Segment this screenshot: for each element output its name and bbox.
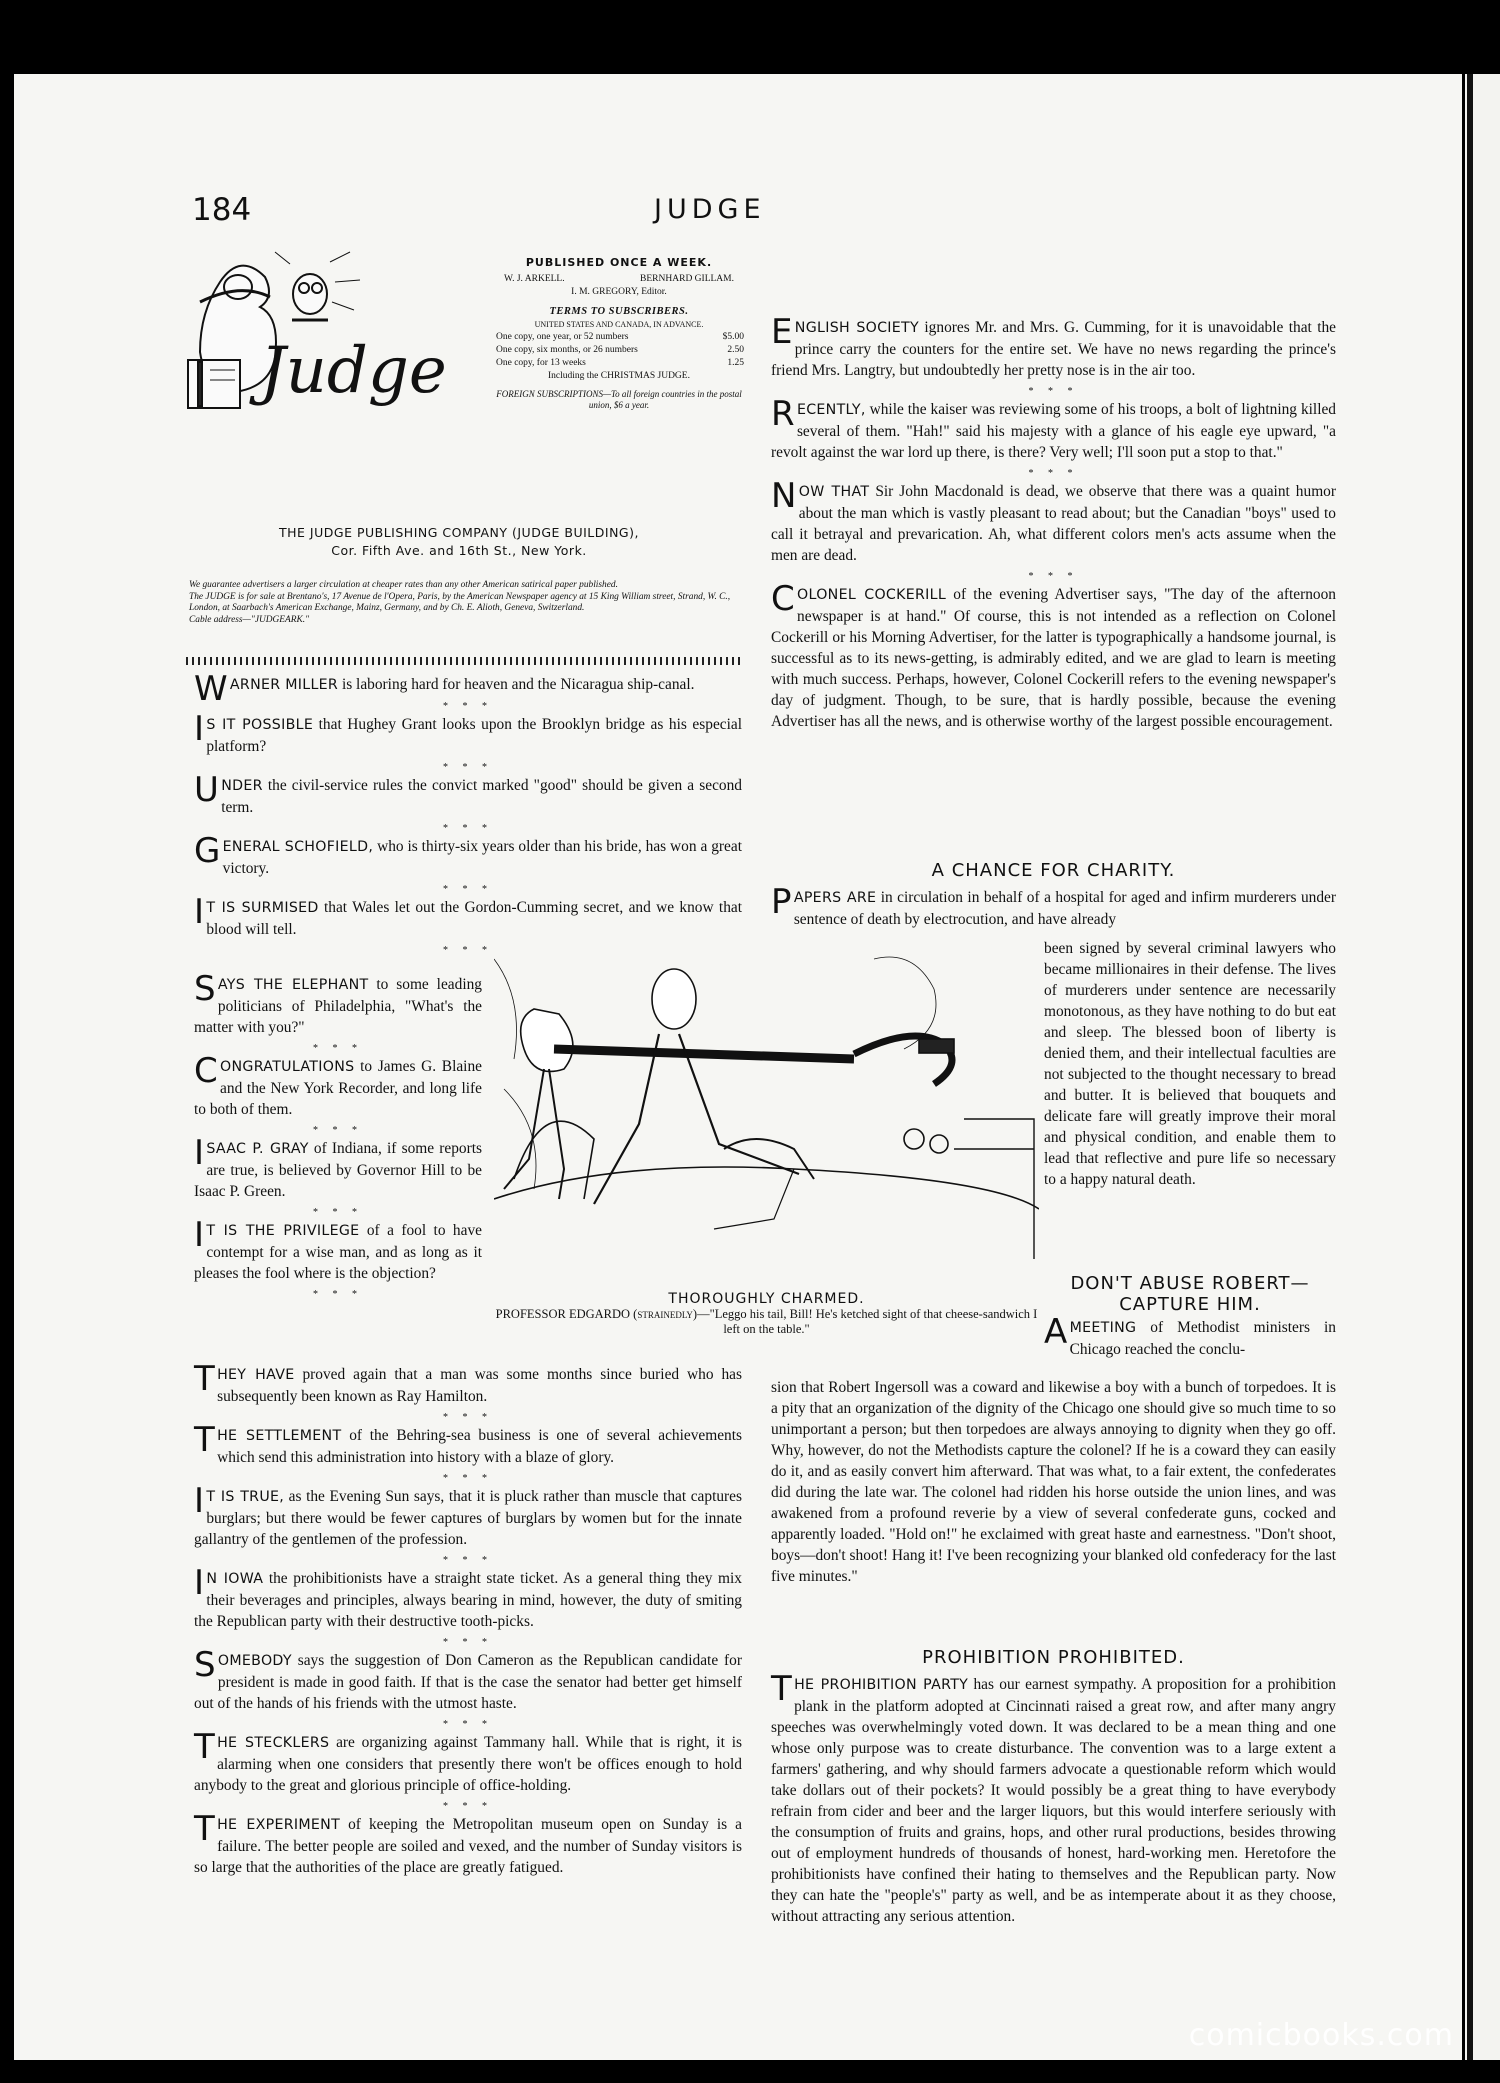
section-stars: * * * xyxy=(443,762,493,773)
charity-continuation: been signed by several criminal lawyers who became millionaires in their defense. The lives of murderers under sentence are necessarily monotonous, as they have nothing to do but eat and sleep. The blessed boon of liberty is denied them, and their intellectual faculties are not subjected to the thought necessary to bread and butter. It is believed that bouquets and delicate fare will greatly improve their moral and physical condition, and enable them to lead that reflective and pure life so necessary to a happy natural death. xyxy=(1044,940,1336,1188)
news-item: NOW THAT Sir John Macdonald is dead, we observe that there was a quaint humor about the man which is vastly pleasant to read about; but the Canadian "boys" used to call it betrayal and prevarication. Ah, what different colors men's acts assume when the men are dead. xyxy=(771,476,1336,564)
section-stars: * * * xyxy=(1028,571,1079,582)
section-stars: * * * xyxy=(313,1289,363,1300)
robert-title: DON'T ABUSE ROBERT— CAPTURE HIM. xyxy=(1070,1273,1310,1315)
staff-left: W. J. ARKELL. xyxy=(504,274,565,284)
rate-row: One copy, six months, or 26 numbers 2.50 xyxy=(496,345,744,355)
news-item: THE SETTLEMENT of the Behring-sea business is one of several achievements which send this administration into history with a blaze of glory. xyxy=(194,1420,742,1466)
section-charity xyxy=(771,852,1336,934)
left-column-narrow xyxy=(194,969,482,1302)
publisher-name: THE JUDGE PUBLISHING COMPANY (JUDGE BUILDING), xyxy=(279,525,639,540)
fine-print xyxy=(189,580,734,626)
news-item: THE EXPERIMENT of keeping the Metropolitan museum open on Sunday is a failure. The better people are soiled and vexed, and the number of Sunday visitors is so large that the authorities of the place are greatly fatigued. xyxy=(194,1809,742,1876)
robert-paragraph-start: AMEETING of Methodist ministers in Chicago reached the conclu- xyxy=(1044,1312,1336,1358)
robert-continuation: sion that Robert Ingersoll was a coward and likewise a boy with a bunch of torpedoes. It is a pity that an organization of the dignity of the Chicago one should give so much time to so unimportant a person; but then torpedoes are always annoying to dignity when they go off. Why, however, do not the Methodists capture the colonel? If he is a coward they can easily do it, and as easily convert him afterward. That was what, to a fair extent, the confederates did during the late war. The colonel had ridden his horse outside the union lines, and was awakened from a profound reverie by a view of several confederate guns, cocked and apparently loaded. "Hold on!" he exclaimed with great haste and earnestness. "Don't shoot, boys—don't shoot! Hang it! I've been recognizing your blanked old confederacy for the last five minutes." xyxy=(771,1379,1336,1585)
left-column-top xyxy=(194,669,743,958)
left-column-bottom xyxy=(194,1359,742,1882)
section-stars: * * * xyxy=(443,1801,493,1812)
terms-sub: UNITED STATES AND CANADA, IN ADVANCE. xyxy=(534,320,704,329)
staff-right: BERNHARD GILLAM. xyxy=(640,274,734,284)
news-item: SOMEBODY says the suggestion of Don Cameron as the Republican candidate for president is made in good faith. If that is the case the senator had better get himself out of the hands of his friends with the utmost haste. xyxy=(194,1645,742,1712)
advertiser-guarantee: We guarantee advertisers a larger circulation at cheaper rates than any other American satirical paper published. xyxy=(189,580,618,590)
terms-heading: TERMS TO SUBSCRIBERS. xyxy=(549,306,689,317)
news-item: IT IS THE PRIVILEGE of a fool to have contempt for a wise man, and as long as it pleases the fool where is the objection? xyxy=(194,1215,482,1282)
page-number: 184 xyxy=(192,192,252,228)
news-item: IT IS SURMISED that Wales let out the Gordon-Cumming secret, and we know that blood will tell. xyxy=(194,892,743,938)
cartoon-title: THOROUGHLY CHARMED. xyxy=(668,1291,865,1307)
section-stars: * * * xyxy=(443,884,493,895)
news-item: SAYS THE ELEPHANT to some leading politicians of Philadelphia, "What's the matter with you?" xyxy=(194,969,482,1036)
publication-info xyxy=(494,256,744,411)
including-note: Including the CHRISTMAS JUDGE. xyxy=(548,371,690,381)
section-stars: * * * xyxy=(443,1473,493,1484)
news-item: IN IOWA the prohibitionists have a straight state ticket. As a general thing they mix their beverages and principles, always bearing in mind, however, the duty of smiting the Republican party with their destructive tooth-picks. xyxy=(194,1563,742,1630)
rates-list xyxy=(494,331,744,370)
section-stars: * * * xyxy=(443,1412,493,1423)
foreign-subscriptions: FOREIGN SUBSCRIPTIONS—To all foreign countries in the postal union, $6 a year. xyxy=(496,389,742,410)
news-item: ENGLISH SOCIETY ignores Mr. and Mrs. G. Cumming, for it is unavoidable that the prince carry the counters for the entire set. We have no news regarding the prince's friend Mrs. Langtry, but undoubtedly her pretty nose is in the air too. xyxy=(771,312,1337,379)
publication-frequency: PUBLISHED ONCE A WEEK. xyxy=(525,256,713,269)
prohibition-title: PROHIBITION PROHIBITED. xyxy=(922,1647,1185,1668)
section-stars: * * * xyxy=(443,945,493,956)
news-item: GENERAL SCHOFIELD, who is thirty-six years older than his bride, has won a great victory. xyxy=(194,831,742,877)
publisher-block xyxy=(179,524,739,560)
section-prohibition xyxy=(771,1639,1336,1931)
news-item: THEY HAVE proved again that a man was some months since buried who has subsequently been known as Ray Hamilton. xyxy=(194,1359,742,1405)
judge-logo xyxy=(180,242,480,432)
section-stars: * * * xyxy=(443,1555,493,1566)
watermark: comicbooks.com xyxy=(1188,2018,1454,2053)
svg-text:Judge: Judge xyxy=(260,334,447,408)
section-stars: * * * xyxy=(313,1043,363,1054)
news-item: WARNER MILLER is laboring hard for heaven and the Nicaragua ship-canal. xyxy=(194,669,695,709)
publisher-address: Cor. Fifth Ave. and 16th St., New York. xyxy=(331,543,587,558)
section-robert xyxy=(1044,1269,1336,1364)
cartoon-illustration xyxy=(494,939,1039,1289)
cable-address: Cable address—"JUDGEARK." xyxy=(189,614,310,625)
rate-row: One copy, one year, or 52 numbers $5.00 xyxy=(496,332,744,342)
editor-line: I. M. GREGORY, Editor. xyxy=(571,287,667,297)
section-stars: * * * xyxy=(1028,468,1079,479)
section-stars: * * * xyxy=(443,1719,493,1730)
section-stars: * * * xyxy=(1028,386,1079,397)
cartoon-quote: PROFESSOR EDGARDO (strainedly)—"Leggo his tail, Bill! He's ketched sight of that cheese-sandwich I left on the table." xyxy=(495,1307,1038,1336)
section-stars: * * * xyxy=(313,1125,363,1136)
prohibition-paragraph: THE PROHIBITION PARTY has our earnest sympathy. A proposition for a prohibition plank in the platform adopted at Cincinnati raised a great row, and after many angry speeches was overwhelmingly voted down. It was declared to be a mean thing and one whose only purpose was to create disturbance. The convention was to a large extent a farmers' gathering, and why should farmers advocate a questionable reform which would take dollars out of their pockets? It would possibly be a great thing to have everybody refrain from cider and beer and the larger liquors, but this would interfere seriously with the consumption of fruits and grains, hops, and other rural productions, besides throwing out of employment hundreds of thousands of honest, hard-working men. Heretofore the prohibitionists have confined their hating to themselves and the Republican party. Now they can hate the "people's" party as well, and be as intemperate about it as they choose, without attracting any serious attention. xyxy=(771,1669,1336,1925)
news-item: THE STECKLERS are organizing against Tammany hall. While that is right, it is alarming when one considers that presently there won't be offices enough to hold anybody to the great and glorious principle of office-holding. xyxy=(194,1727,742,1794)
section-stars: * * * xyxy=(443,1637,493,1648)
news-item: RECENTLY, while the kaiser was reviewing some of his troops, a bolt of lightning killed several of them. "Hah!" said his majesty with a glance of his eagle eye upward, "a revolt against the war lord up there, is there? Very well; I'll soon put a stop to that." xyxy=(771,394,1336,461)
cartoon-drawing-icon xyxy=(494,939,1039,1289)
section-stars: * * * xyxy=(313,1207,363,1218)
news-item: IS IT POSSIBLE that Hughey Grant looks upon the Brooklyn bridge as his especial platform? xyxy=(194,709,742,755)
right-column-top xyxy=(771,312,1337,736)
sale-locations: The JUDGE is for sale at Brentano's, 17 Avenue de l'Opera, Paris, by the American Newspaper agency at 15 King William street, Strand, W. C., London, at Saarbach's American Exchange, Mainz, Germany, and by Ch. E. Alioth, Geneva, Switzerland. xyxy=(189,591,731,613)
charity-title: A CHANCE FOR CHARITY. xyxy=(931,860,1176,881)
magazine-page xyxy=(14,74,1462,2060)
judge-logo-illustration-icon xyxy=(180,242,480,432)
masthead-title: JUDGE xyxy=(654,194,766,225)
rate-row: One copy, for 13 weeks 1.25 xyxy=(496,358,744,368)
news-item: COLONEL COCKERILL of the evening Advertiser says, "The day of the afternoon newspaper is at hand." Of course, this is not intended as a reflection on Colonel Cockerill or his Morning Advertiser, for the latter is typographically a handsome journal, is successful as to its news-getting, is admirably edited, and we are glad to learn is meeting with much success. Perhaps, however, Colonel Cockerill refers to the evening newspaper's day of judgment. Though, to be sure, that is hardly possible, because the evening Advertiser has all the news, and is otherwise worthy of the largest possible encouragement. xyxy=(771,579,1337,730)
news-item: ISAAC P. GRAY of Indiana, if some reports are true, is believed by Governor Hill to be Isaac P. Green. xyxy=(194,1133,482,1200)
charity-paragraph: PAPERS ARE in circulation in behalf of a hospital for aged and infirm murderers under sentence of death by electrocution, and have already xyxy=(771,882,1337,928)
cartoon-caption xyxy=(494,1292,1039,1337)
section-stars: * * * xyxy=(443,701,493,712)
news-item: CONGRATULATIONS to James G. Blaine and the New York Recorder, and long life to both of them. xyxy=(194,1051,482,1118)
section-stars: * * * xyxy=(443,823,493,834)
adjacent-page-edge xyxy=(1465,74,1500,2060)
news-item: IT IS TRUE, as the Evening Sun says, that it is pluck rather than muscle that captures burglars; but there would be fewer captures of burglars by women but for the innate gallantry of the gentlemen of the profession. xyxy=(194,1481,742,1548)
header-divider xyxy=(186,657,741,665)
news-item: UNDER the civil-service rules the convict marked "good" should be given a second term. xyxy=(194,770,742,816)
